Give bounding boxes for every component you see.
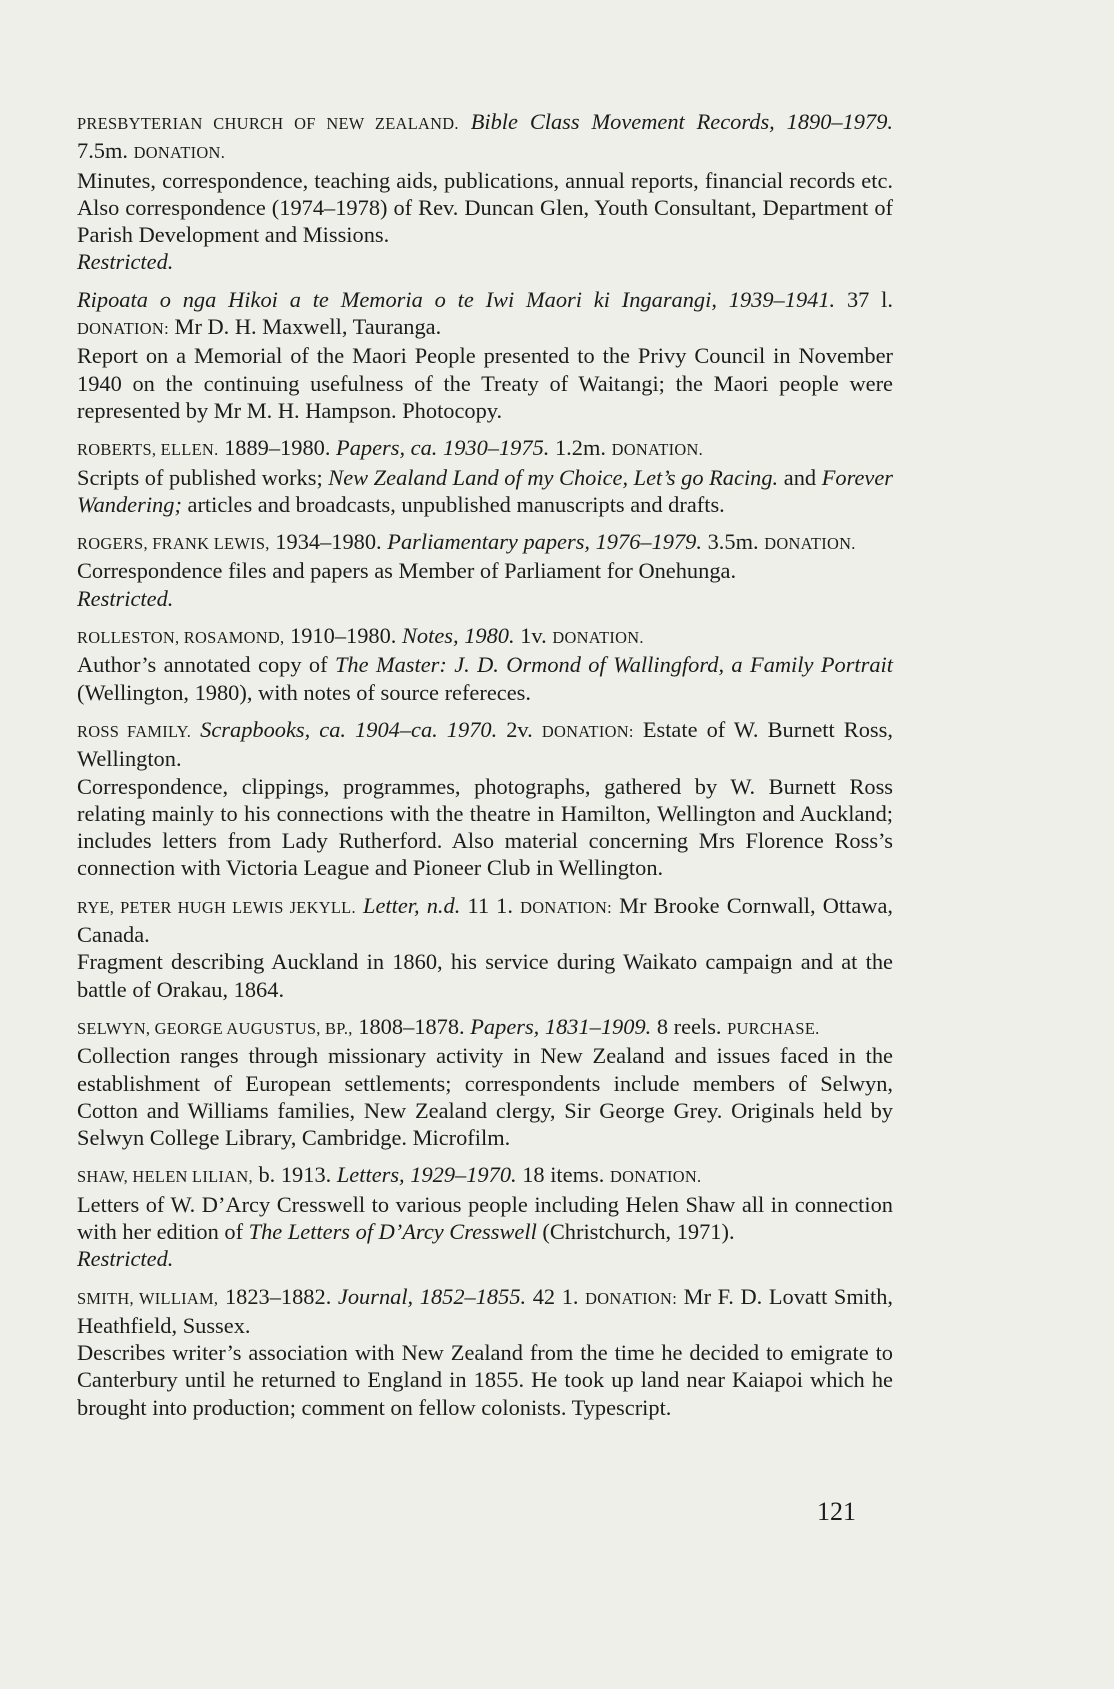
entry-title: Notes, 1980.: [402, 623, 515, 649]
entry-name: PRESBYTERIAN CHURCH OF NEW ZEALAND.: [77, 114, 459, 133]
entry-title: Ripoata o nga Hikoi a te Memoria o te Iwi Maori ki Ingarangi, 1939–1941.: [77, 286, 836, 312]
entry-description: Correspondence, clippings, programmes, photographs, gathered by W. Burnett Ross relating mainly to his connections with the theatre in Hamilton, Wellington and Auckland; includes letters from Lady Rutherford. Also material concerning Mrs Florence Ross’s connection with Victoria League and Pioneer Club in Wellington.: [77, 773, 893, 881]
desc-text: Scripts of published works;: [77, 464, 323, 490]
entry-name: ROGERS, FRANK LEWIS,: [77, 534, 270, 554]
entry-description: [77, 651, 893, 706]
catalogue-entry: [77, 528, 893, 612]
entry-dates: 1823–1882.: [224, 1283, 332, 1309]
catalogue-entry: [77, 286, 893, 424]
entry-donor: Mr F. D. Lovatt Smith, Heathfield, Sussex.: [77, 1283, 893, 1338]
entry-heading: [77, 716, 893, 773]
catalogue-column: [77, 108, 893, 1431]
entry-acquisition: DONATION:: [520, 897, 613, 917]
entry-title: Papers, 1831–1909.: [470, 1013, 652, 1039]
catalogue-entry: [77, 1283, 893, 1421]
entry-extent: 11 1.: [467, 892, 513, 918]
entry-dates: b. 1913.: [258, 1162, 332, 1188]
entry-heading: [77, 286, 893, 343]
entry-acquisition: DONATION.: [611, 440, 704, 460]
catalogue-entry: [77, 1013, 893, 1151]
entry-extent: 8 reels.: [656, 1013, 722, 1039]
desc-work-title: New Zealand Land of my Choice, Let’s go Racing.: [328, 464, 779, 490]
catalogue-entry: [77, 1161, 893, 1272]
entry-description: Report on a Memorial of the Maori People presented to the Privy Council in November 1940 on the continuing usefulness of the Treaty of Waitangi; the Maori people were represented by Mr M. H. Hampson. Photocopy.: [77, 343, 893, 423]
entry-title: Papers, ca. 1930–1975.: [336, 435, 550, 461]
desc-text: Letters of W. D’Arcy Cresswell to various people including Helen Shaw all in connection with her edition of: [77, 1191, 893, 1244]
entry-name: ROLLESTON, ROSAMOND,: [77, 628, 285, 648]
catalogue-entry: [77, 434, 893, 518]
entry-title: Journal, 1852–1855.: [337, 1283, 527, 1309]
entry-name: SELWYN, GEORGE AUGUSTUS, BP.,: [77, 1018, 353, 1038]
entry-heading: [77, 622, 893, 651]
entry-description: [77, 1191, 893, 1246]
entry-heading: [77, 1013, 893, 1042]
entry-heading: [77, 1283, 893, 1340]
entry-dates: 1910–1980.: [290, 623, 397, 649]
desc-work-title: The Letters of D’Arcy Cresswell: [248, 1218, 537, 1244]
entry-donor: Mr D. H. Maxwell, Tauranga.: [174, 314, 442, 340]
entry-extent: 3.5m.: [707, 529, 759, 555]
desc-work-title: Forever Wandering;: [77, 464, 894, 517]
entry-donor: Estate of W. Burnett Ross, Wellington.: [77, 716, 893, 772]
entry-title: Scrapbooks, ca. 1904–ca. 1970.: [200, 716, 498, 742]
entry-acquisition: PURCHASE.: [727, 1018, 820, 1038]
entry-acquisition: DONATION.: [133, 143, 226, 163]
entry-dates: 1889–1980.: [224, 435, 331, 461]
entry-acquisition: DONATION:: [541, 721, 634, 741]
entry-extent: 37 l.: [846, 286, 893, 312]
desc-text: articles and broadcasts, unpublished manuscripts and drafts.: [187, 491, 725, 517]
desc-text: (Christchurch, 1971).: [542, 1218, 735, 1244]
entry-name: SMITH, WILLIAM,: [77, 1288, 219, 1308]
entry-extent: 7.5m.: [77, 138, 129, 164]
entry-dates: 1808–1878.: [358, 1013, 465, 1039]
catalogue-entry: [77, 892, 893, 1003]
entry-restricted: Restricted.: [77, 585, 174, 611]
desc-work-title: The Master: J. D. Ormond of Wallingford, a Family Portrait: [334, 652, 893, 678]
entry-description: Fragment describing Auckland in 1860, his service during Waikato campaign and at the battle of Orakau, 1864.: [77, 949, 893, 1002]
entry-description: Minutes, correspondence, teaching aids, publications, annual reports, financial records etc. Also correspondence (1974–1978) of Rev. Duncan Glen, Youth Consultant, Department of Parish Development and Missions.: [77, 167, 893, 248]
entry-extent: 42 1.: [532, 1283, 579, 1309]
entry-extent: 18 items.: [522, 1162, 605, 1188]
entry-name: ROBERTS, ELLEN.: [77, 440, 219, 460]
entry-title: Parliamentary papers, 1976–1979.: [387, 529, 702, 555]
entry-description: Describes writer’s association with New Zealand from the time he decided to emigrate to Canterbury until he returned to England in 1855. He took up land near Kaiapoi which he brought into production; comment on fellow colonists. Typescript.: [77, 1340, 893, 1420]
entry-acquisition: DONATION.: [609, 1167, 702, 1187]
entry-acquisition: DONATION:: [77, 319, 169, 339]
entry-restricted: Restricted.: [77, 249, 174, 275]
entry-dates: 1934–1980.: [275, 529, 382, 555]
entry-extent: 2v.: [506, 716, 533, 742]
page-number: 121: [817, 1497, 856, 1526]
entry-acquisition: DONATION.: [552, 628, 644, 648]
catalogue-entry: [77, 716, 893, 882]
entry-heading: [77, 108, 893, 167]
entry-name: ROSS FAMILY.: [77, 721, 192, 741]
catalogue-entry: [77, 622, 893, 706]
entry-acquisition: DONATION:: [585, 1288, 678, 1308]
entry-acquisition: DONATION.: [764, 534, 856, 554]
entry-extent: 1.2m.: [554, 435, 606, 461]
entry-heading: [77, 528, 893, 557]
entry-extent: 1v.: [520, 623, 547, 649]
desc-text: (Wellington, 1980), with notes of source refereces.: [77, 679, 531, 705]
entry-heading: [77, 892, 893, 949]
entry-name: SHAW, HELEN LILIAN,: [77, 1167, 253, 1187]
entry-name: RYE, PETER HUGH LEWIS JEKYLL.: [77, 897, 356, 917]
entry-restricted: Restricted.: [77, 1246, 174, 1272]
entry-description: Correspondence files and papers as Member of Parliament for Onehunga.: [77, 558, 737, 584]
desc-text: and: [783, 464, 817, 490]
entry-description: Collection ranges through missionary activity in New Zealand and issues faced in the establishment of European settlements; correspondents include members of Selwyn, Cotton and Williams families, New Zealand clergy, Sir George Grey. Originals held by Selwyn College Library, Cambridge. Microfilm.: [77, 1043, 893, 1151]
entry-description: [77, 464, 893, 519]
desc-text: Author’s annotated copy of: [77, 652, 328, 678]
catalogue-entry: [77, 108, 893, 276]
entry-heading: [77, 1161, 893, 1190]
entry-title: Letter, n.d.: [363, 892, 461, 918]
entry-title: Letters, 1929–1970.: [336, 1162, 517, 1188]
entry-heading: [77, 434, 893, 463]
entry-title: Bible Class Movement Records, 1890–1979.: [470, 109, 893, 134]
entry-donor: Mr Brooke Cornwall, Ottawa, Canada.: [77, 892, 894, 948]
